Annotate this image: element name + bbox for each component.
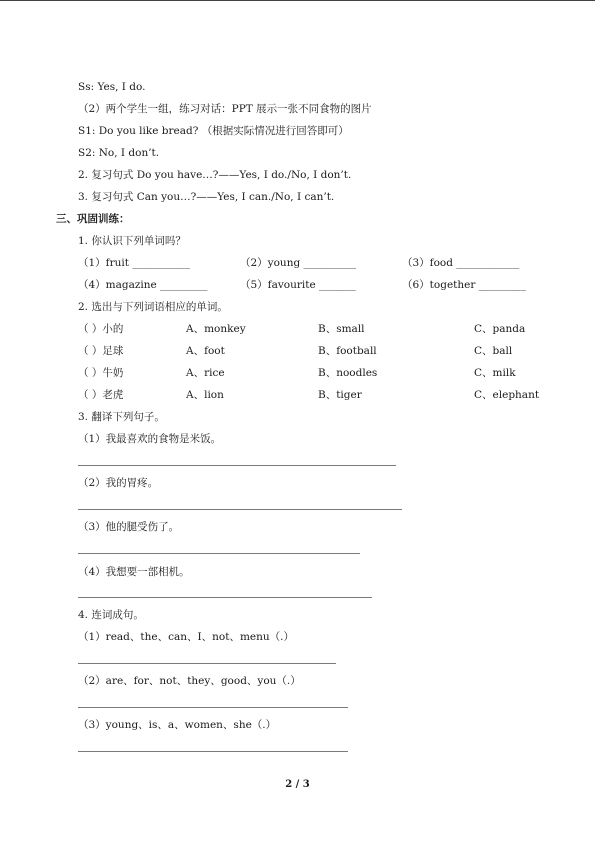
q4-item: （1）read、the、can、I、not、menu（.） [78,631,294,643]
q2-row-stem: （ ）牛奶 [78,367,124,379]
q2-row-option-c: C、milk [474,367,516,379]
q2-row-option-c: C、ball [474,345,513,357]
answer-line [78,553,360,554]
q2-row-stem: （ ）足球 [78,345,124,357]
q4-item: （2）are、for、not、they、good、you（.） [78,675,301,687]
answer-line [78,465,396,466]
q2-row-option-b: B、tiger [318,389,362,401]
q2-row-option-c: C、panda [474,323,526,335]
q4-item: （3）young、is、a、women、she（.） [78,719,277,731]
page-number: 2 / 3 [285,779,310,790]
q1-title: 1. 你认识下列单词吗？ [78,235,186,247]
review-pattern-2: 2. 复习句式 Do you have…?——Yes, I do./No, I don’t. [78,169,352,181]
answer-line [78,751,348,752]
q3-item: （2）我的胃疼。 [78,477,159,489]
q3-item: （3）他的腿受伤了。 [78,521,180,533]
q1-item-magazine: （4）magazine _________ [78,279,208,291]
q2-row-option-b: B、small [318,323,365,335]
q4-title: 4. 连词成句。 [78,609,144,621]
page-top-border [0,0,595,1]
q3-item: （1）我最喜欢的食物是米饭。 [78,433,222,445]
q2-title: 2. 选出与下列词语相应的单词。 [78,301,228,313]
dialogue-ss: Ss: Yes, I do. [78,81,146,93]
q2-row-option-c: C、elephant [474,389,540,401]
dialogue-s2: S2: No, I don’t. [78,147,160,159]
answer-line [78,707,348,708]
q2-row-stem: （ ）小的 [78,323,124,335]
pair-practice-instruction: （2）两个学生一组，练习对话：PPT 展示一张不同食物的图片 [78,103,372,115]
q3-title: 3. 翻译下列句子。 [78,411,165,423]
answer-line [78,509,402,510]
q3-item: （4）我想要一部相机。 [78,566,190,578]
q2-row-option-b: B、football [318,345,377,357]
dialogue-s1: S1: Do you like bread? （根据实际情况进行回答即可） [78,125,349,137]
q1-item-fruit: （1）fruit ___________ [78,257,191,269]
q1-item-food: （3）food ____________ [402,257,520,269]
q2-row-stem: （ ）老虎 [78,389,124,401]
answer-line [78,663,336,664]
q2-row-option-a: A、lion [186,389,224,401]
q1-item-favourite: （5）favourite _______ [240,279,356,291]
q2-row-option-a: A、foot [186,345,225,357]
q1-item-together: （6）together _________ [402,279,526,291]
q2-row-option-a: A、rice [186,367,225,379]
q1-item-young: （2）young __________ [240,257,357,269]
review-pattern-3: 3. 复习句式 Can you…?——Yes, I can./No, I can’t. [78,191,335,203]
q2-row-option-a: A、monkey [186,323,246,335]
answer-line [78,597,372,598]
q2-row-option-b: B、noodles [318,367,378,379]
section-3-title: 三、巩固训练： [56,213,130,225]
